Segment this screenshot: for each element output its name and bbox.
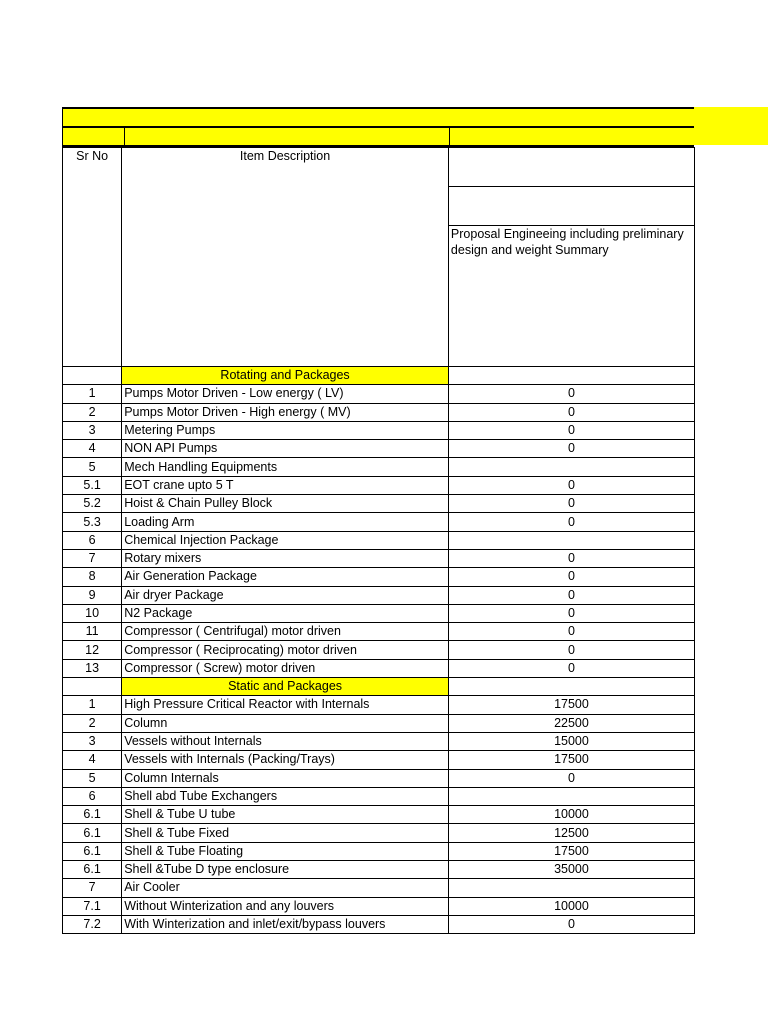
value-cell: 0 <box>448 641 694 659</box>
table-row <box>63 476 695 494</box>
header-value-blank-1 <box>448 148 694 187</box>
value-cell: 17500 <box>448 696 694 714</box>
item-description-cell: Shell abd Tube Exchangers <box>122 787 449 805</box>
left-border <box>62 107 63 147</box>
value-cell <box>448 879 694 897</box>
table-row <box>63 861 695 879</box>
item-description-cell: Shell & Tube Floating <box>122 842 449 860</box>
value-cell: 17500 <box>448 751 694 769</box>
table-row <box>63 623 695 641</box>
value-cell: 0 <box>448 440 694 458</box>
item-description-cell: Air Generation Package <box>122 568 449 586</box>
item-description-cell: Pumps Motor Driven - High energy ( MV) <box>122 403 449 421</box>
header-item-description: Item Description <box>122 148 449 367</box>
sr-no-cell: 3 <box>63 732 122 750</box>
table-row <box>63 568 695 586</box>
table-row <box>63 549 695 567</box>
col-divider-2 <box>449 126 450 147</box>
item-description-cell: Rotary mixers <box>122 549 449 567</box>
header-sr-no: Sr No <box>63 148 122 367</box>
value-cell: 0 <box>448 476 694 494</box>
items-table <box>62 147 695 934</box>
table-row <box>63 915 695 933</box>
item-description-cell: Compressor ( Screw) motor driven <box>122 659 449 677</box>
table-row <box>63 714 695 732</box>
item-description-cell: Shell & Tube Fixed <box>122 824 449 842</box>
header-row <box>63 148 695 187</box>
section-title: Rotating and Packages <box>122 367 449 385</box>
sr-no-cell: 5 <box>63 458 122 476</box>
table-row <box>63 641 695 659</box>
table-row <box>63 421 695 439</box>
item-description-cell: Compressor ( Reciprocating) motor driven <box>122 641 449 659</box>
value-cell: 22500 <box>448 714 694 732</box>
item-description-cell: Compressor ( Centrifugal) motor driven <box>122 623 449 641</box>
item-description-cell: Air Cooler <box>122 879 449 897</box>
value-cell: 15000 <box>448 732 694 750</box>
table-row <box>63 732 695 750</box>
item-description-cell: Metering Pumps <box>122 421 449 439</box>
table-row <box>63 806 695 824</box>
sr-no-cell: 8 <box>63 568 122 586</box>
table-row <box>63 513 695 531</box>
value-cell: 17500 <box>448 842 694 860</box>
table-row <box>63 769 695 787</box>
value-cell: 10000 <box>448 897 694 915</box>
item-description-cell: Hoist & Chain Pulley Block <box>122 495 449 513</box>
item-description-cell: With Winterization and inlet/exit/bypass louvers <box>122 915 449 933</box>
table-row <box>63 897 695 915</box>
table-row <box>63 696 695 714</box>
item-description-cell: Vessels without Internals <box>122 732 449 750</box>
value-cell: 10000 <box>448 806 694 824</box>
sr-no-cell: 7.2 <box>63 915 122 933</box>
sr-no-cell: 5.3 <box>63 513 122 531</box>
section-header-row <box>63 678 695 696</box>
value-cell: 0 <box>448 586 694 604</box>
item-description-cell: Column <box>122 714 449 732</box>
value-cell <box>448 458 694 476</box>
item-description-cell: Mech Handling Equipments <box>122 458 449 476</box>
table-row <box>63 495 695 513</box>
sr-no-cell: 9 <box>63 586 122 604</box>
item-description-cell: Without Winterization and any louvers <box>122 897 449 915</box>
value-cell: 0 <box>448 769 694 787</box>
value-cell: 0 <box>448 568 694 586</box>
sr-no-cell: 12 <box>63 641 122 659</box>
sr-no-cell: 4 <box>63 751 122 769</box>
item-description-cell: Shell &Tube D type enclosure <box>122 861 449 879</box>
sr-no-cell: 7 <box>63 879 122 897</box>
sr-no-cell: 3 <box>63 421 122 439</box>
value-cell: 0 <box>448 513 694 531</box>
sr-no-cell: 5.1 <box>63 476 122 494</box>
item-description-cell: Column Internals <box>122 769 449 787</box>
table-row <box>63 586 695 604</box>
sr-no-cell: 6 <box>63 531 122 549</box>
item-description-cell: N2 Package <box>122 604 449 622</box>
top-border <box>62 107 694 109</box>
sr-no-cell: 6.1 <box>63 861 122 879</box>
section-header-row <box>63 367 695 385</box>
value-cell: 0 <box>448 623 694 641</box>
value-cell: 0 <box>448 495 694 513</box>
table-row <box>63 824 695 842</box>
table-row <box>63 604 695 622</box>
sr-no-cell: 2 <box>63 403 122 421</box>
sr-no-cell: 1 <box>63 696 122 714</box>
sr-no-cell: 6.1 <box>63 824 122 842</box>
value-cell: 0 <box>448 421 694 439</box>
section-sr-cell <box>63 678 122 696</box>
sr-no-cell: 10 <box>63 604 122 622</box>
value-cell: 0 <box>448 659 694 677</box>
value-cell: 35000 <box>448 861 694 879</box>
table-row <box>63 787 695 805</box>
table-row <box>63 385 695 403</box>
value-cell <box>448 787 694 805</box>
sr-no-cell: 5.2 <box>63 495 122 513</box>
item-description-cell: Loading Arm <box>122 513 449 531</box>
sr-no-cell: 6.1 <box>63 806 122 824</box>
sr-no-cell: 11 <box>63 623 122 641</box>
value-cell: 0 <box>448 604 694 622</box>
sr-no-cell: 6 <box>63 787 122 805</box>
section-value-cell <box>448 678 694 696</box>
sr-no-cell: 5 <box>63 769 122 787</box>
sr-no-cell: 6.1 <box>63 842 122 860</box>
table-row <box>63 659 695 677</box>
value-cell: 0 <box>448 549 694 567</box>
header-border-1 <box>62 126 694 128</box>
table-row <box>63 440 695 458</box>
sr-no-cell: 13 <box>63 659 122 677</box>
sr-no-cell: 7 <box>63 549 122 567</box>
item-description-cell: High Pressure Critical Reactor with Internals <box>122 696 449 714</box>
item-description-cell: Shell & Tube U tube <box>122 806 449 824</box>
table-row <box>63 458 695 476</box>
sr-no-cell: 7.1 <box>63 897 122 915</box>
value-cell: 0 <box>448 385 694 403</box>
value-cell: 0 <box>448 915 694 933</box>
col-divider-1 <box>124 126 125 147</box>
item-description-cell: Pumps Motor Driven - Low energy ( LV) <box>122 385 449 403</box>
value-cell <box>448 531 694 549</box>
item-description-cell: NON API Pumps <box>122 440 449 458</box>
table-row <box>63 403 695 421</box>
header-value-blank-2 <box>448 187 694 226</box>
item-description-cell: Air dryer Package <box>122 586 449 604</box>
section-value-cell <box>448 367 694 385</box>
sr-no-cell: 1 <box>63 385 122 403</box>
header-value-description: Proposal Engineeing including preliminary design and weight Summary <box>448 226 694 367</box>
value-cell: 0 <box>448 403 694 421</box>
table-row <box>63 879 695 897</box>
section-title: Static and Packages <box>122 678 449 696</box>
item-description-cell: EOT crane upto 5 T <box>122 476 449 494</box>
value-cell: 12500 <box>448 824 694 842</box>
sr-no-cell: 2 <box>63 714 122 732</box>
table-row <box>63 842 695 860</box>
section-sr-cell <box>63 367 122 385</box>
item-description-cell: Vessels with Internals (Packing/Trays) <box>122 751 449 769</box>
item-description-cell: Chemical Injection Package <box>122 531 449 549</box>
sr-no-cell: 4 <box>63 440 122 458</box>
table-row <box>63 751 695 769</box>
table-row <box>63 531 695 549</box>
